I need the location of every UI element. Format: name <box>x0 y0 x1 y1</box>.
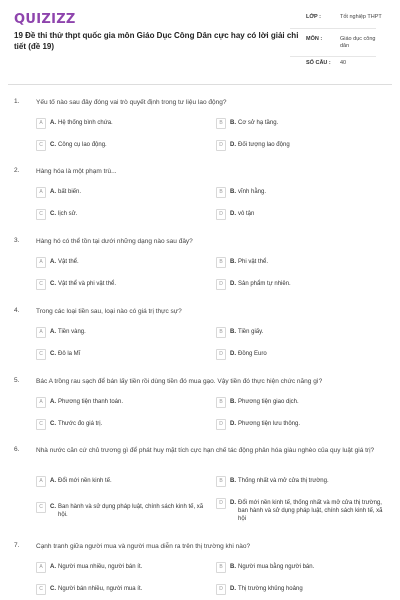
option-badge: A <box>36 397 46 408</box>
option-badge: D <box>216 498 226 509</box>
question-text: Nhà nước căn cứ chủ trương gì để phát huy mặt tích cực hạn chế tác động phân hóa giàu nghèo của quy luật giá trị? <box>36 447 375 454</box>
option-text: Vật thể. <box>58 259 79 265</box>
option-badge: D <box>216 349 226 360</box>
option-badge: A <box>36 562 46 573</box>
worksheet-title: 19 Đề thi thử thpt quốc gia môn Giáo Dục Công Dân cực hay có lời giải chi tiết (đề 19) <box>14 31 299 51</box>
question-4 <box>14 307 390 367</box>
question-text: Trong các loại tiền sau, loại nào có giá trị thực sự? <box>36 308 182 315</box>
option-badge: A <box>36 327 46 338</box>
option-text: Người mua bằng người bán. <box>238 564 315 570</box>
question-7 <box>14 542 390 598</box>
meta-divider <box>290 28 376 29</box>
question-number: 5. <box>14 377 20 384</box>
option-letter: A. <box>50 564 56 570</box>
question-text: Hàng hóa là một phạm trù... <box>36 168 117 175</box>
meta-count-label: SỐ CÂU : <box>306 60 331 66</box>
question-text: Hàng hó có thể tồn tại dưới những dạng nào sau đây? <box>36 238 193 245</box>
option-letter: D. <box>230 281 236 287</box>
option-c[interactable] <box>36 279 206 290</box>
question-2 <box>14 167 390 227</box>
option-d[interactable] <box>216 209 388 220</box>
option-text: Phương tiện thanh toán. <box>58 399 123 405</box>
option-b[interactable] <box>216 118 388 129</box>
option-a[interactable] <box>36 257 206 268</box>
option-badge: C <box>36 502 46 513</box>
option-b[interactable] <box>216 187 388 198</box>
option-text: Đổi mới nền kinh tế. <box>58 478 112 484</box>
option-text: Công cụ lao động. <box>58 142 107 148</box>
option-badge: A <box>36 476 46 487</box>
option-text: Hệ thống bình chứa. <box>58 120 113 126</box>
option-d[interactable] <box>216 279 388 290</box>
option-b[interactable] <box>216 257 388 268</box>
option-letter: A. <box>50 189 56 195</box>
option-letter: B. <box>230 329 236 335</box>
option-badge: C <box>36 349 46 360</box>
question-5 <box>14 377 390 437</box>
option-text: vĩnh hằng. <box>238 189 267 195</box>
option-text: Tiền vàng. <box>58 329 86 335</box>
option-badge: D <box>216 419 226 430</box>
question-number: 1. <box>14 98 20 105</box>
option-text: Ban hành và sử dụng pháp luật, chính sách kinh tế, xã hội. <box>58 504 204 518</box>
option-letter: B. <box>230 259 236 265</box>
option-text: Đổi mới nền kinh tế, thống nhất và mở cửa thị trường, ban hành và sử dụng pháp luật, chính sách kinh tế, xã hội <box>238 500 383 522</box>
option-c[interactable] <box>36 140 206 151</box>
option-c[interactable] <box>36 584 206 595</box>
meta-count <box>306 60 386 67</box>
option-c[interactable] <box>36 209 206 220</box>
option-d[interactable] <box>216 419 388 430</box>
option-letter: C. <box>50 211 56 217</box>
option-badge: C <box>36 209 46 220</box>
question-number: 2. <box>14 167 20 174</box>
option-text: Người bán nhiều, người mua ít. <box>58 586 143 592</box>
option-d[interactable] <box>216 140 388 151</box>
option-badge: D <box>216 209 226 220</box>
worksheet-meta <box>306 14 386 69</box>
meta-subject <box>306 36 386 58</box>
option-b[interactable] <box>216 562 388 573</box>
option-text: Đối tượng lao động <box>238 142 290 148</box>
option-letter: D. <box>230 421 236 427</box>
meta-class <box>306 14 386 34</box>
option-text: lịch sử. <box>58 211 78 217</box>
question-number: 7. <box>14 542 20 549</box>
option-text: bất biến. <box>58 189 82 195</box>
option-letter: A. <box>50 478 56 484</box>
option-a[interactable] <box>36 327 206 338</box>
option-badge: C <box>36 140 46 151</box>
option-badge: A <box>36 187 46 198</box>
option-badge: B <box>216 327 226 338</box>
option-letter: D. <box>230 500 236 506</box>
option-letter: C. <box>50 586 56 592</box>
option-letter: B. <box>230 564 236 570</box>
option-c[interactable] <box>36 419 206 430</box>
option-letter: D. <box>230 586 236 592</box>
option-letter: A. <box>50 259 56 265</box>
option-text: Thước đo giá trị. <box>58 421 103 427</box>
meta-subject-value: Giáo dục công dân <box>340 36 376 49</box>
quizizz-logo: QUIZIZZ <box>14 12 76 27</box>
question-6 <box>14 446 390 532</box>
option-letter: B. <box>230 399 236 405</box>
option-text: Sản phẩm tự nhiên. <box>238 281 291 287</box>
option-a[interactable] <box>36 118 206 129</box>
option-text: Vật thể và phi vật thể. <box>58 281 117 287</box>
option-badge: B <box>216 562 226 573</box>
option-d[interactable] <box>216 498 388 523</box>
option-letter: D. <box>230 211 236 217</box>
meta-count-value: 40 <box>340 60 347 66</box>
option-a[interactable] <box>36 187 206 198</box>
option-c[interactable] <box>36 349 206 360</box>
option-badge: D <box>216 279 226 290</box>
question-number: 4. <box>14 307 20 314</box>
option-letter: C. <box>50 421 56 427</box>
option-b[interactable] <box>216 327 388 338</box>
option-letter: A. <box>50 329 56 335</box>
option-text: Cơ sở hạ tầng. <box>238 120 279 126</box>
option-badge: A <box>36 257 46 268</box>
option-badge: D <box>216 140 226 151</box>
option-letter: A. <box>50 120 56 126</box>
option-letter: B. <box>230 120 236 126</box>
option-a[interactable] <box>36 397 206 408</box>
option-badge: B <box>216 476 226 487</box>
option-text: Tiền giấy. <box>238 329 264 335</box>
option-letter: A. <box>50 399 56 405</box>
option-badge: C <box>36 419 46 430</box>
question-3 <box>14 237 390 297</box>
option-text: Thị trường khủng hoảng <box>238 586 303 592</box>
question-text: Cạnh tranh giữa người mua và người mua diễn ra trên thị trường khi nào? <box>36 543 251 550</box>
option-a[interactable] <box>36 562 206 573</box>
option-letter: C. <box>50 351 56 357</box>
option-letter: B. <box>230 478 236 484</box>
option-letter: B. <box>230 189 236 195</box>
option-c[interactable] <box>36 502 206 519</box>
meta-divider <box>290 56 376 57</box>
option-d[interactable] <box>216 584 388 595</box>
option-text: Phi vật thể. <box>238 259 269 265</box>
option-letter: C. <box>50 142 56 148</box>
meta-class-value: Tốt nghiệp THPT <box>340 14 382 20</box>
question-text: Bác A trồng rau sạch để bán lấy tiền rồi dùng tiền đó mua gạo. Vậy tiền đó thực hiện chức năng gì? <box>36 378 323 385</box>
option-badge: B <box>216 187 226 198</box>
option-text: vô tận <box>238 211 255 217</box>
option-text: Người mua nhiều, người bán ít. <box>58 564 143 570</box>
question-1 <box>14 98 390 158</box>
meta-subject-label: MÔN : <box>306 36 323 42</box>
option-letter: C. <box>50 504 56 510</box>
question-text: Yếu tố nào sau đây đóng vai trò quyết định trong tư liệu lao động? <box>36 99 227 106</box>
meta-class-label: LỚP : <box>306 14 321 20</box>
option-text: Phương tiện giao dịch. <box>238 399 299 405</box>
header-divider <box>8 84 392 85</box>
worksheet-header <box>14 10 386 80</box>
option-letter: D. <box>230 351 236 357</box>
option-b[interactable] <box>216 476 388 487</box>
question-number: 3. <box>14 237 20 244</box>
option-a[interactable] <box>36 476 206 487</box>
option-text: Thống nhất và mở cửa thị trường. <box>238 478 329 484</box>
question-number: 6. <box>14 446 20 453</box>
option-b[interactable] <box>216 397 388 408</box>
option-badge: B <box>216 397 226 408</box>
option-letter: D. <box>230 142 236 148</box>
option-text: Đô la Mĩ <box>58 351 81 357</box>
option-badge: D <box>216 584 226 595</box>
option-text: Đồng Euro <box>238 351 267 357</box>
option-badge: B <box>216 118 226 129</box>
option-badge: A <box>36 118 46 129</box>
option-letter: C. <box>50 281 56 287</box>
option-badge: C <box>36 279 46 290</box>
option-text: Phương tiện lưu thông. <box>238 421 301 427</box>
option-badge: B <box>216 257 226 268</box>
option-badge: C <box>36 584 46 595</box>
option-d[interactable] <box>216 349 388 360</box>
